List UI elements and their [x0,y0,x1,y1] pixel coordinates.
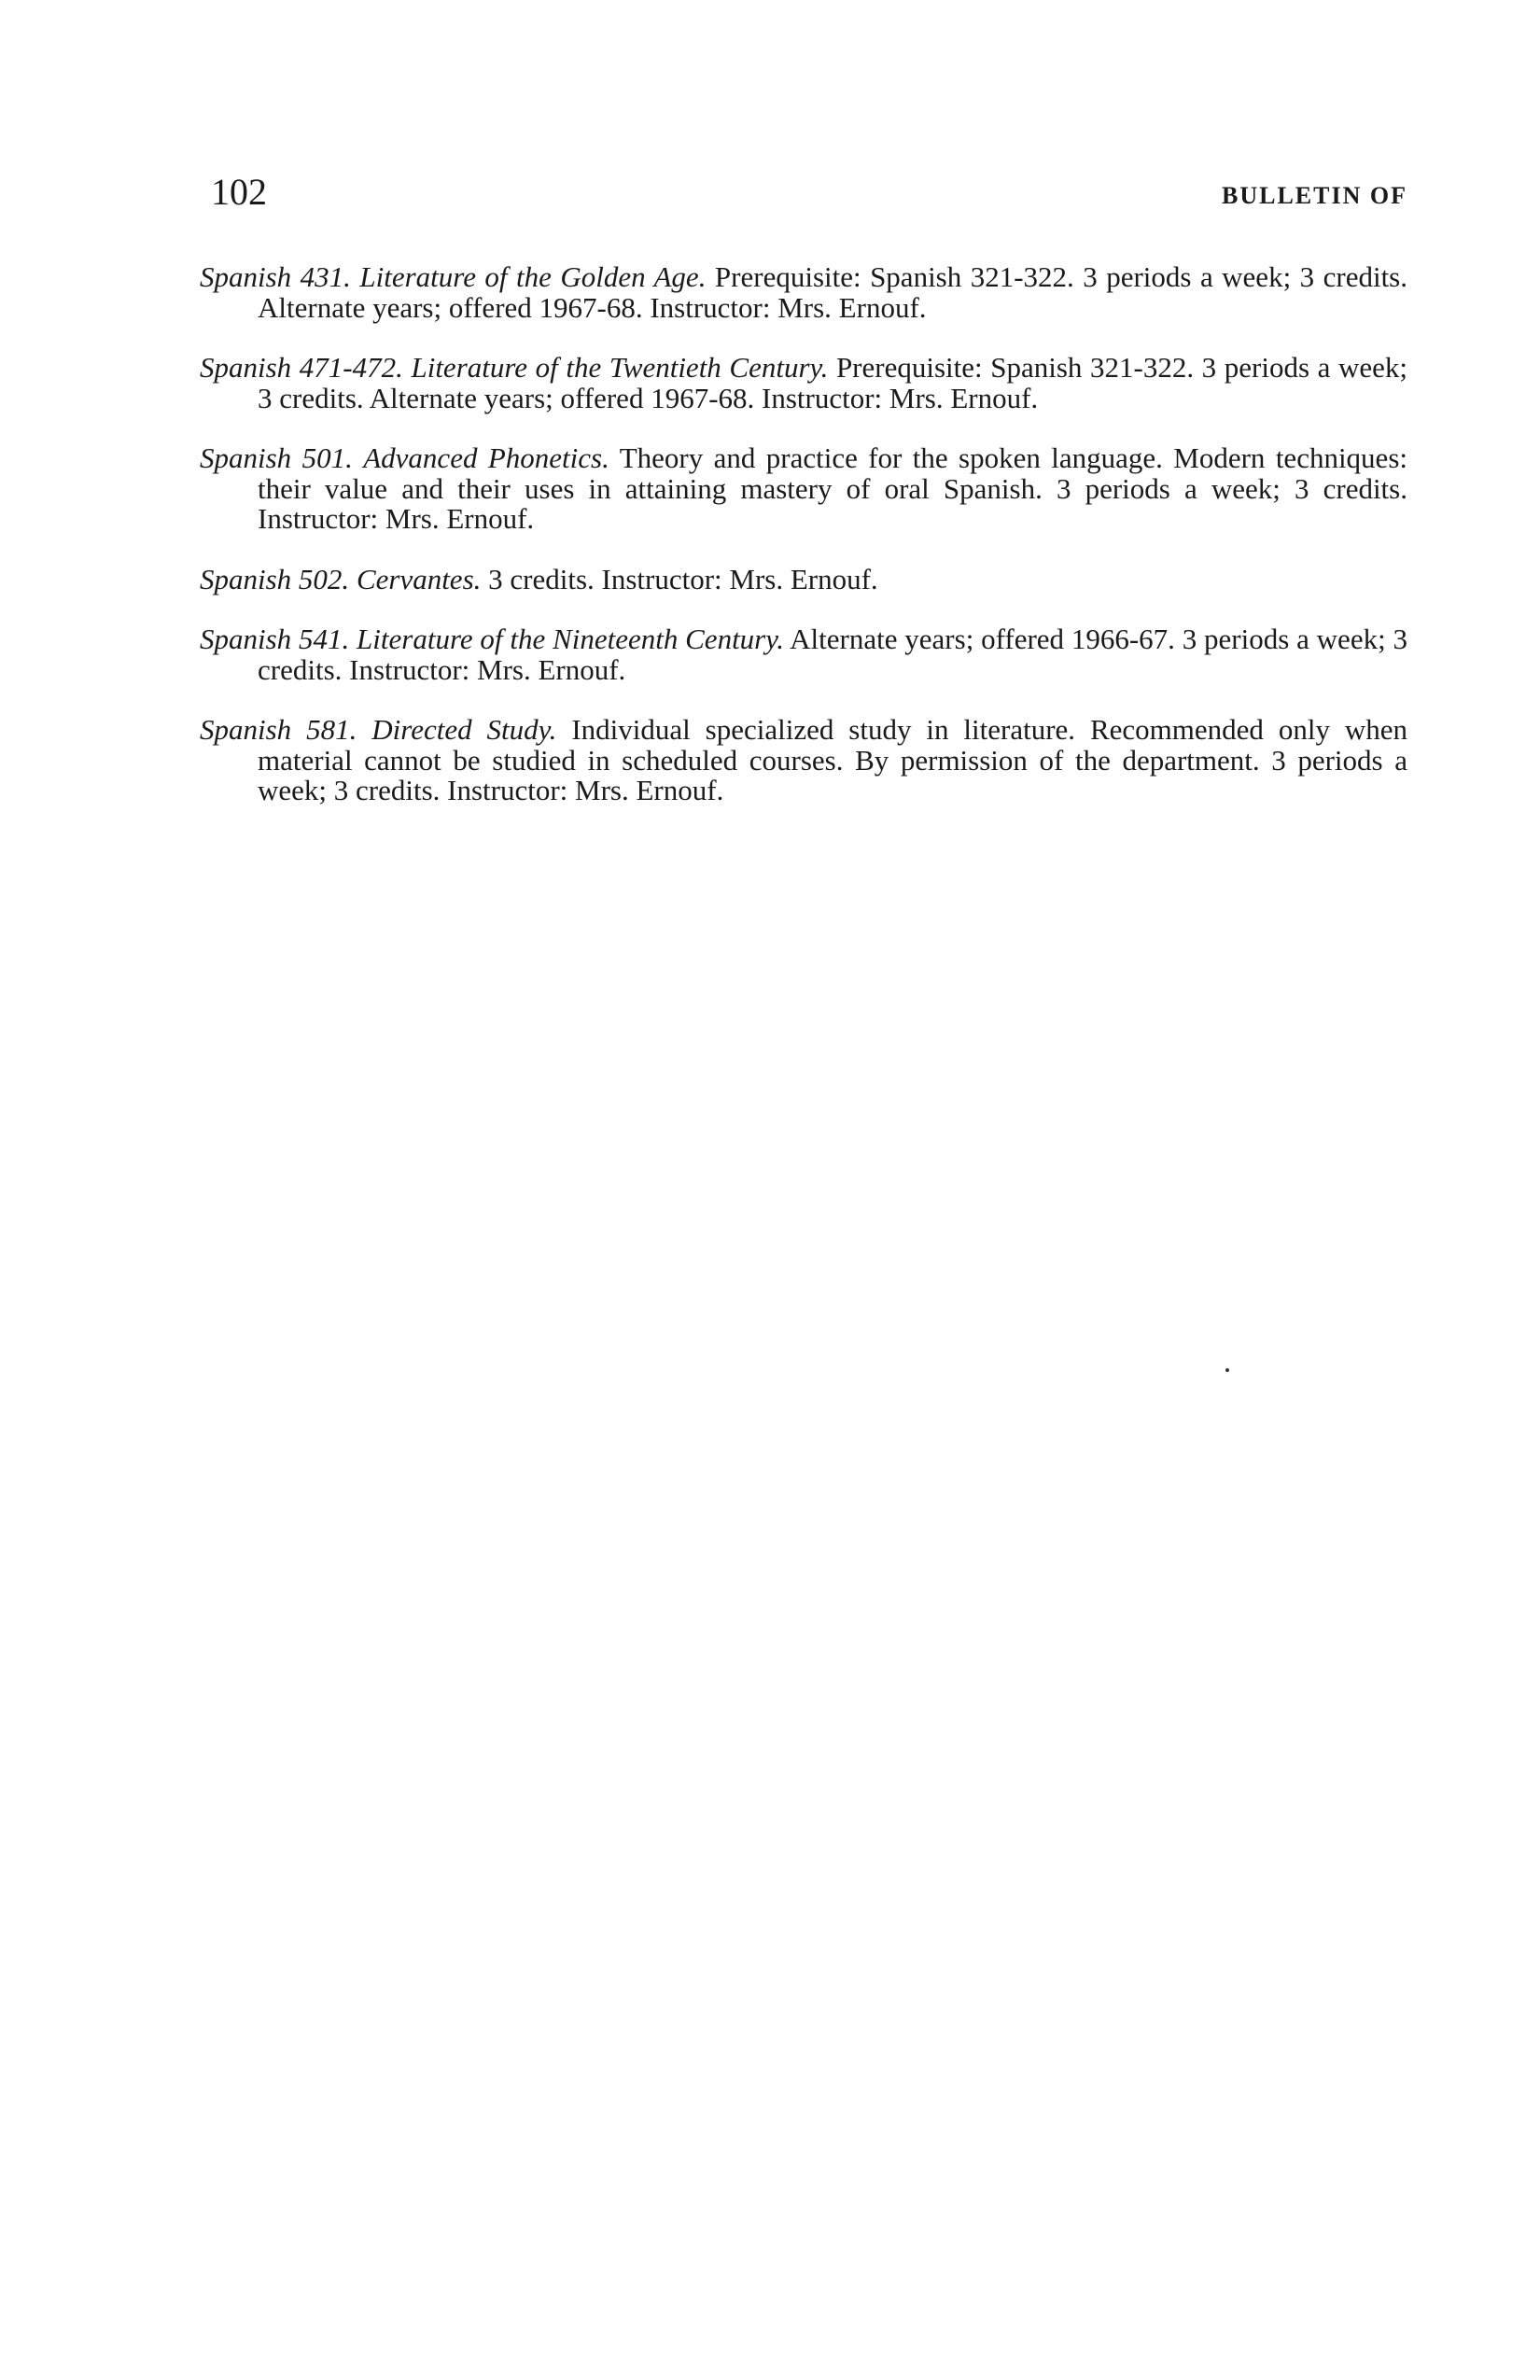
course-entry-spanish-581 [200,715,1407,806]
course-code: Spanish 502. [200,562,350,595]
course-entry-spanish-431 [200,262,1407,323]
course-description: Prerequisite: Spanish 321-322. 3 periods a week; 3 credits. Alternate years; offered 1967-68. Instructor: Mrs. Ernouf. [258,260,1407,324]
course-code: Spanish 581. [200,713,357,746]
course-description: Alternate years; offered 1966-67. 3 periods a week; 3 credits. Instructor: Mrs. Ernouf. [258,623,1407,686]
course-entry-spanish-502 [200,562,1407,595]
course-description: Prerequisite: Spanish 321-322. 3 periods a week; 3 credits. Alternate years; offered 1967-68. Instructor: Mrs. Ernouf. [258,351,1408,414]
course-title: Literature of the Nineteenth Century. [357,623,785,655]
course-code: Spanish 541. [200,623,350,655]
course-title: Literature of the Twentieth Century. [411,351,829,384]
course-title: Literature of the Golden Age. [359,260,707,293]
course-code: Spanish 431. [200,260,351,293]
course-code: Spanish 471-472. [200,351,403,384]
running-head: BULLETIN OF [1222,182,1407,209]
course-entry-spanish-501 [200,443,1407,535]
course-title: Advanced Phonetics. [363,441,609,474]
course-description: 3 credits. Instructor: Mrs. Ernouf. [488,562,878,595]
course-title: Cervantes. [356,562,482,595]
course-list [200,262,1407,836]
course-entry-spanish-541 [200,624,1407,685]
stray-dot [1225,1368,1229,1372]
page-number: 102 [211,171,267,213]
course-entry-spanish-471-472 [200,353,1407,413]
course-description: Theory and practice for the spoken language. Modern techniques: their value and their uses in attaining mastery of oral Spanish. 3 periods a week; 3 credits. Instructor: Mrs. Ernouf. [258,441,1407,535]
course-description: Individual specialized study in literature. Recommended only when material cannot be studied in scheduled courses. By permission of the department. 3 periods a week; 3 credits. Instructor: Mrs. Ernouf. [258,713,1408,806]
course-title: Directed Study. [371,713,557,746]
page-header [211,166,1407,218]
course-code: Spanish 501. [200,441,353,474]
